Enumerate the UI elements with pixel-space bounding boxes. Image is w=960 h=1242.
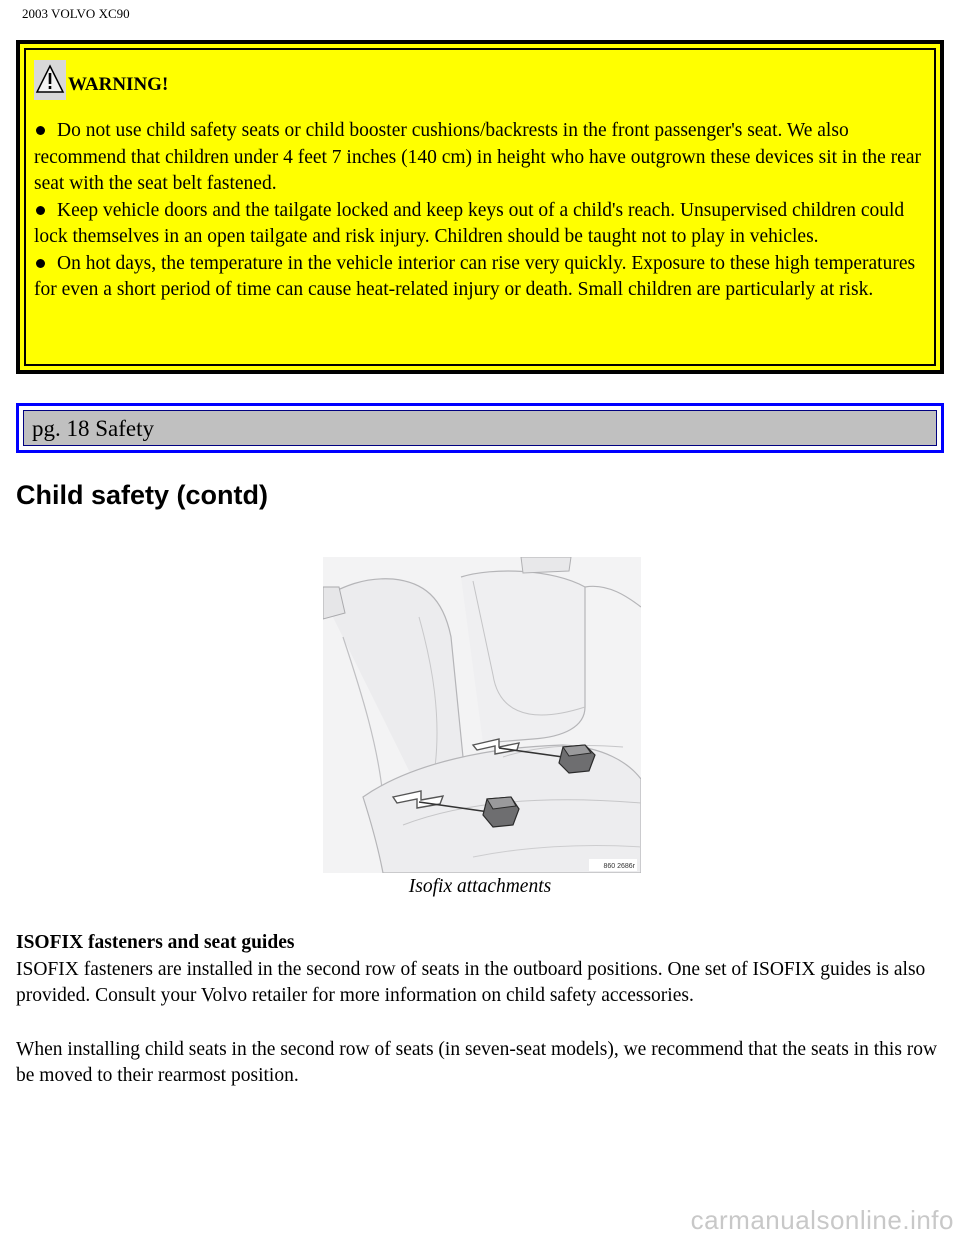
- page-label-box: [16, 403, 944, 453]
- warning-item-text: Do not use child safety seats or child booster cushions/backrests in the front passenger's seat. We also recommend that children under 4 feet 7 inches (140 cm) in height who have outgrown these devices sit in the rear seat with the seat belt fastened.: [34, 120, 921, 194]
- warning-item-locked-doors: [34, 198, 926, 251]
- section-title: Child safety (contd): [16, 480, 269, 510]
- warning-item-hot-days: [34, 251, 926, 304]
- warning-item-front-seat: [34, 118, 926, 198]
- body-text: [16, 930, 946, 1090]
- figure-code: 860 2686r: [603, 863, 635, 870]
- bullet-icon: [36, 206, 45, 215]
- warning-item-text: On hot days, the temperature in the vehicle interior can rise very quickly. Exposure to these high temperatures for even a short period of time can cause heat-related injury or death. Small children are particularly at risk.: [34, 252, 916, 300]
- warning-box-inner: [24, 48, 936, 366]
- warning-item-text: Keep vehicle doors and the tailgate locked and keep keys out of a child's reach. Unsupervised children could lock themselves in an open tailgate and risk injury. Children should be taught not to play in vehicles.: [34, 199, 905, 247]
- watermark: carmanualsonline.info: [690, 1205, 954, 1235]
- warning-triangle-icon: [34, 60, 66, 100]
- warning-heading: [34, 56, 926, 100]
- bullet-icon: [36, 259, 45, 268]
- figure-caption: Isofix attachments: [408, 876, 552, 897]
- subheading: ISOFIX fasteners and seat guides: [16, 932, 295, 953]
- isofix-illustration: [323, 557, 641, 873]
- body-paragraph: When installing child seats in the second row of seats (in seven-seat models), we recommend that the seats in this row be moved to their rearmost position.: [16, 1038, 938, 1086]
- page-label: pg. 18 Safety: [23, 410, 937, 446]
- bullet-icon: [36, 126, 45, 135]
- body-paragraph: ISOFIX fasteners are installed in the second row of seats in the outboard positions. One set of ISOFIX guides is also provided. Consult your Volvo retailer for more information on child safety accessories.: [16, 958, 926, 1006]
- warning-box: [16, 40, 944, 374]
- document-header-title: 2003 VOLVO XC90: [22, 6, 130, 21]
- isofix-seat-drawing: [323, 557, 641, 873]
- warning-heading-text: WARNING!: [68, 73, 169, 95]
